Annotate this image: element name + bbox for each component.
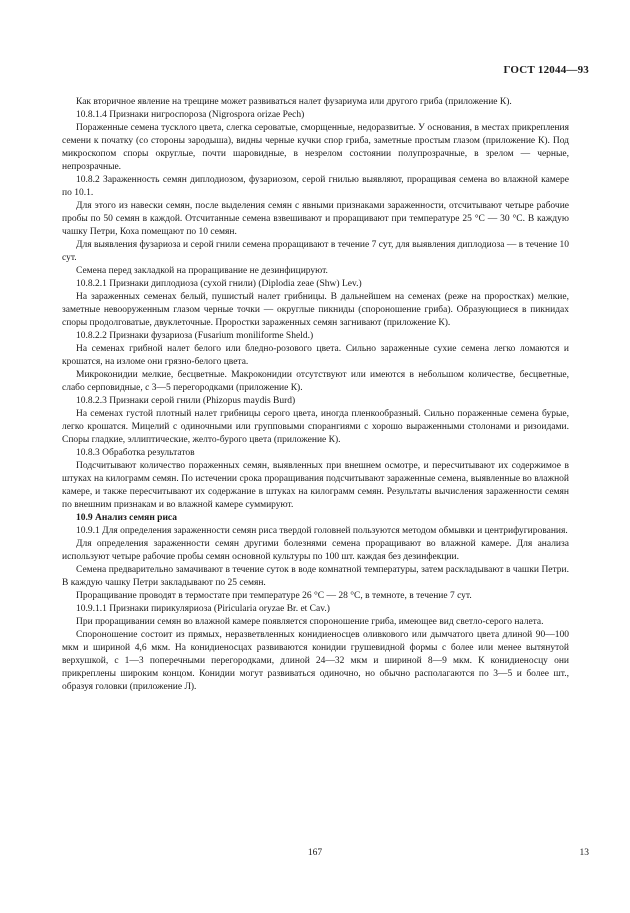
section-heading: 10.8.2.1 Признаки диплодиоза (сухой гнили) (Diplodia zeae (Shw) Lev.) xyxy=(76,279,362,289)
document-body xyxy=(62,96,569,694)
paragraph: Пораженные семена тусклого цвета, слегка сероватые, сморщенные, недоразвитые. У основания, в местах прикрепления семени к початку (со стороны зародыша), видны черные кучки спор гриба, заметные простым глазом (приложение К). Под микроскопом споры округлые, почти шаровидные, в незрелом состоянии полупрозрачные, в зрелом — черные, непрозрачные. xyxy=(62,123,569,172)
page-number-center: 167 xyxy=(307,848,323,858)
section-heading: 10.8.2.2 Признаки фузариоза (Fusarium moniliforme Sheld.) xyxy=(76,331,314,341)
paragraph: Для этого из навески семян, после выделения семян с явными признаками зараженности, отсчитывают четыре рабочие пробы по 50 семян в каждой. Отсчитанные семена взвешивают и проращивают при температуре 25 °С — 30 °С. В каждую чашку Петри, Коха помещают по 10 семян. xyxy=(62,201,569,237)
paragraph: При проращивании семян во влажной камере появляется спороношение гриба, имеющее вид светло-серого налета. xyxy=(76,617,544,627)
paragraph: На семенах грибной налет белого или бледно-розового цвета. Сильно зараженные сухие семена легко ломаются и крошатся, на изломе они грязно-белого цвета. xyxy=(62,344,569,367)
paragraph: 10.9.1 Для определения зараженности семян риса твердой головней пользуются методом обмывки и центрифугирования. xyxy=(76,526,568,536)
standard-header: ГОСТ 12044—93 xyxy=(503,64,589,76)
paragraph: На зараженных семенах белый, пушистый налет грибницы. В дальнейшем на семенах (реже на проростках) мелкие, заметные невооруженным глазом черные точки — округлые пикниды (спороношение гриба). Образующиеся в пикнидах споры продолговатые, двуклеточные. Проростки зараженных семян загнивают (приложение К). xyxy=(62,292,569,328)
paragraph: Как вторичное явление на трещине может развиваться налет фузариума или другого гриба (приложение К). xyxy=(76,97,512,107)
paragraph: 10.8.2 Зараженность семян диплодиозом, фузариозом, серой гнилью выявляют, проращивая семена во влажной камере по 10.1. xyxy=(62,175,569,198)
section-heading: 10.9.1.1 Признаки пирикуляриоза (Piricularia oryzae Br. et Cav.) xyxy=(76,604,330,614)
paragraph: Микроконидии мелкие, бесцветные. Макроконидии отсутствуют или имеются в небольшом количестве, бесцветные, слабо серповидные, с 3—5 перегородками (приложение К). xyxy=(62,370,569,393)
paragraph: Семена предварительно замачивают в течение суток в воде комнатной температуры, затем раскладывают в чашки Петри. В каждую чашку Петри закладывают по 25 семян. xyxy=(62,565,569,588)
paragraph: Спороношение состоит из прямых, неразветвленных конидиеносцев оливкового или дымчатого цвета длиной 90—100 мкм и шириной 4,6 мкм. На конидиеносцах развиваются конидии грушевидной формы с более или менее вытянутой верхушкой, с 1—3 поперечными перегородками, длиной 24—32 мкм и шириной 8—9 мкм. К конидиеносцу они прикреплены широким концом. Конидии могут развиваться одиночно, но обычно располагаются по 3—5 и более шт., образуя головки (приложение Л). xyxy=(62,630,569,692)
paragraph: Для определения зараженности семян другими болезнями семена проращивают во влажной камере. Для анализа используют четыре рабочие пробы семян основной культуры по 100 шт. каждая без дезинфекции. xyxy=(62,539,569,562)
page-number-right: 13 xyxy=(579,848,589,858)
paragraph: Для выявления фузариоза и серой гнили семена проращивают в течение 7 сут, для выявления диплодиоза — в течение 10 сут. xyxy=(62,240,569,263)
paragraph: Семена перед закладкой на проращивание не дезинфицируют. xyxy=(76,266,328,276)
paragraph: На семенах густой плотный налет грибницы серого цвета, иногда пленкообразный. Сильно пораженные семена бурые, легко крошатся. Мицелий с одиночными или групповыми спорангиями с хорошо выраженными столонами и ризоидами. Споры гладкие, эллиптические, желто-бурого цвета (приложение К). xyxy=(62,409,569,445)
paragraph: Подсчитывают количество пораженных семян, выявленных при внешнем осмотре, и пересчитывают их содержимое в штуках на килограмм семян. По истечении срока проращивания подсчитывают зараженные семена, выявленные во влажной камере, и также пересчитывают их содержание в штуках на килограмм семян. Результаты вычисления зараженности семян по внешним признакам и во влажной камере суммируют. xyxy=(62,461,569,510)
section-heading-bold xyxy=(62,512,569,525)
rice-analysis-heading: 10.9 Анализ семян риса xyxy=(76,513,178,523)
section-heading: 10.8.2.3 Признаки серой гнили (Phizopus maydis Burd) xyxy=(76,396,296,406)
paragraph: Проращивание проводят в термостате при температуре 26 °С — 28 °С, в темноте, в течение 7 сут. xyxy=(76,591,472,601)
section-heading: 10.8.3 Обработка результатов xyxy=(76,448,195,458)
section-heading: 10.8.1.4 Признаки нигроспороза (Nigrospora orizae Pech) xyxy=(76,110,305,120)
